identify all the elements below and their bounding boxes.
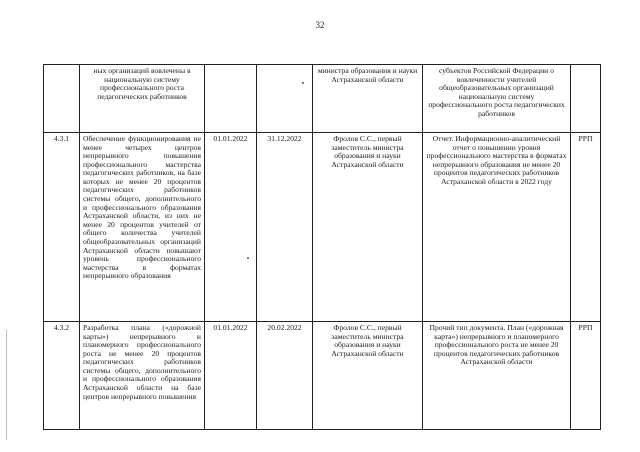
row-start-date: 01.01.2022 (205, 322, 257, 430)
row-end-date: 31.12.2022 (257, 133, 313, 322)
page-number: 32 (315, 20, 325, 30)
row-result: Отчет. Информационно-аналитический отчет о повышении уровня профессионального мастерства в форматах непрерывного образования не менее 20 процентов педагогических работников Астраханской области в 2022 году (423, 133, 571, 322)
scan-speck (247, 257, 249, 259)
scan-edge-shadow (6, 330, 7, 440)
row-control-type (571, 65, 601, 133)
row-responsible: Фролов С.С., первый заместитель министра образования и науки Астраханской области (313, 322, 423, 430)
row-responsible: министра образования и науки Астраханской области (313, 65, 423, 133)
row-description: ных организаций вовлечены в национальную систему профессионального роста педагогических работников (80, 65, 205, 133)
table-row (44, 65, 601, 133)
row-number: 4.3.2 (44, 322, 80, 430)
table-row (44, 322, 601, 430)
row-responsible: Фролов С.С., первый заместитель министра образования и науки Астраханской области (313, 133, 423, 322)
row-start-date (205, 65, 257, 133)
row-description: Обеспечение функционирования не менее четырех центров непрерывного повышения профессионального мастерства педагогических работников, на базе которых не менее 20 процентов педагогических работников системы общего, дополнительного и профессионального образования Астраханской области, из них не менее 20 процентов учителей от общего количества учителей общеобразовательных организаций Астраханской области повышают уровень профессионального мастерства в форматах непрерывного образования (80, 133, 205, 322)
row-result: субъектов Российской Федерации о вовлеченности учителей общеобразовательных организаций национальную систему профессионального роста педагогических работников (423, 65, 571, 133)
activity-table (43, 64, 601, 430)
table-row (44, 133, 601, 322)
row-description: Разработка плана («дорожной карты») непрерывного и планомерного профессионального роста не менее 20 процентов педагогических работников системы общего, дополнительного и профессионального образования Астраханской области на базе центров непрерывного повышения (80, 322, 205, 430)
row-control-type: РРП (571, 133, 601, 322)
row-end-date (257, 65, 313, 133)
row-end-date: 20.02.2022 (257, 322, 313, 430)
row-start-date: 01.01.2022 (205, 133, 257, 322)
row-control-type: РРП (571, 322, 601, 430)
row-number (44, 65, 80, 133)
row-number: 4.3.1 (44, 133, 80, 322)
scan-speck (302, 82, 304, 84)
row-result: Прочий тип документа. План («дорожная карта») непрерывного и планомерного профессионального роста не менее 20 процентов педагогических работников Астраханской области (423, 322, 571, 430)
